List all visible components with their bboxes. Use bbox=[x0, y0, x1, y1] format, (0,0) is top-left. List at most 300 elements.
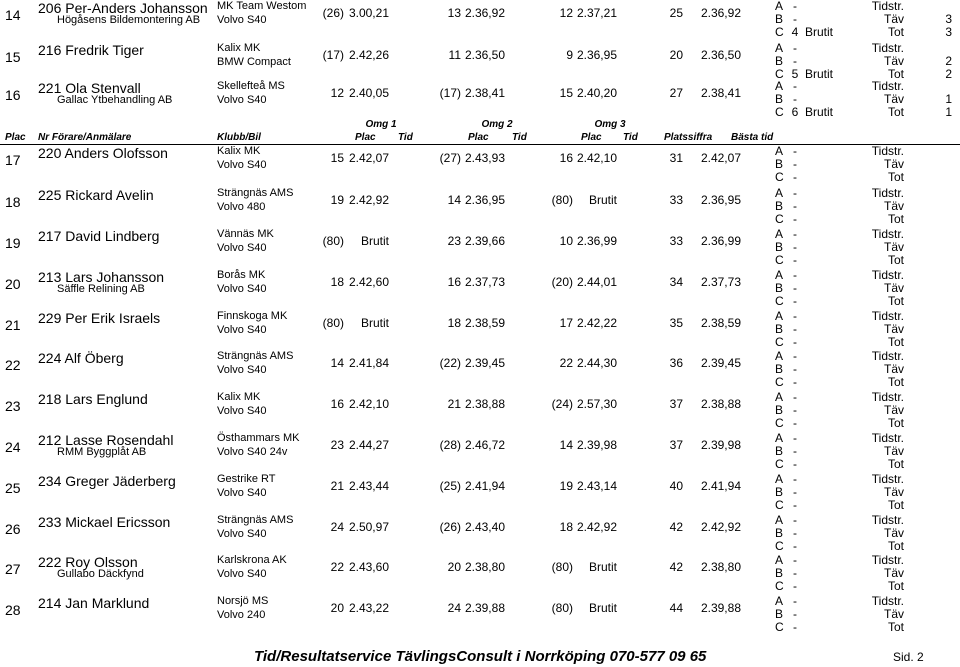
basta-tid: 2.36,95 bbox=[700, 193, 741, 207]
class-type: Täv bbox=[883, 92, 904, 106]
class-type: Tidstr. bbox=[871, 0, 904, 13]
omg3-plac: 9 bbox=[566, 48, 573, 62]
basta-tid: 2.38,59 bbox=[700, 316, 741, 330]
class-type: Tot bbox=[887, 579, 904, 593]
omg1-plac: (26) bbox=[322, 6, 344, 20]
basta-tid: 2.36,92 bbox=[700, 6, 741, 20]
club-name: Strängnäs AMS bbox=[217, 187, 294, 199]
class-plac: - bbox=[793, 212, 797, 226]
class-plac: - bbox=[793, 444, 797, 458]
driver-name: 221 Ola Stenvall bbox=[38, 80, 141, 96]
class-letter: B bbox=[775, 199, 784, 213]
omg2-plac: 24 bbox=[447, 601, 461, 615]
class-plac: - bbox=[793, 485, 797, 499]
class-plac: - bbox=[793, 594, 797, 608]
basta-tid: 2.39,88 bbox=[700, 601, 741, 615]
driver-name: 220 Anders Olofsson bbox=[38, 145, 168, 161]
omg3-tid: 2.44,30 bbox=[576, 356, 617, 370]
plac-number: 20 bbox=[5, 276, 21, 292]
class-letter: B bbox=[775, 281, 784, 295]
platssiffra: 42 bbox=[669, 560, 683, 574]
plac-number: 14 bbox=[5, 7, 21, 23]
omg2-plac: 23 bbox=[447, 234, 461, 248]
omg3-tid: 2.42,92 bbox=[576, 520, 617, 534]
class-plac: 4 bbox=[791, 25, 799, 39]
class-letter: A bbox=[775, 349, 784, 363]
class-type: Tidstr. bbox=[871, 41, 904, 55]
omg2-plac: 11 bbox=[448, 48, 461, 62]
class-type: Tidstr. bbox=[871, 513, 904, 527]
omg2-tid: 2.39,88 bbox=[464, 601, 505, 615]
car-name: Volvo S40 bbox=[217, 364, 267, 376]
omg2-plac: (25) bbox=[439, 479, 461, 493]
car-name: Volvo S40 bbox=[217, 159, 267, 171]
class-type: Tidstr. bbox=[871, 79, 904, 93]
omg3-plac: (80) bbox=[551, 560, 573, 574]
basta-tid: 2.36,99 bbox=[700, 234, 741, 248]
omg3-tid: Brutit bbox=[588, 560, 617, 574]
basta-tid: 2.42,92 bbox=[700, 520, 741, 534]
omg3-plac: (80) bbox=[551, 601, 573, 615]
omg3-plac: (24) bbox=[551, 397, 573, 411]
class-letter: C bbox=[775, 335, 784, 349]
omg3-plac: 14 bbox=[559, 438, 573, 452]
class-plac: - bbox=[793, 566, 797, 580]
car-name: Volvo S40 bbox=[217, 283, 267, 295]
omg1-plac: (80) bbox=[322, 234, 344, 248]
class-type: Tidstr. bbox=[871, 431, 904, 445]
omg3-tid: 2.36,95 bbox=[576, 48, 617, 62]
car-name: Volvo S40 bbox=[217, 14, 267, 26]
club-name: Vännäs MK bbox=[217, 228, 274, 240]
club-name: Finnskoga MK bbox=[217, 310, 288, 322]
omg1-plac: (17) bbox=[322, 48, 344, 62]
plac-number: 28 bbox=[5, 602, 21, 618]
omg2-tid: 2.43,40 bbox=[464, 520, 505, 534]
class-plac: - bbox=[793, 79, 797, 93]
car-name: Volvo 240 bbox=[217, 609, 266, 621]
platssiffra: 36 bbox=[669, 356, 683, 370]
driver-name: 225 Rickard Avelin bbox=[38, 187, 154, 203]
class-letter: B bbox=[775, 12, 784, 26]
omg1-tid: 2.43,22 bbox=[348, 601, 389, 615]
class-letter: B bbox=[775, 157, 784, 171]
class-type: Täv bbox=[883, 12, 904, 26]
class-letter: B bbox=[775, 92, 784, 106]
omg1-tid: 2.42,07 bbox=[348, 151, 389, 165]
class-letter: B bbox=[775, 607, 784, 621]
class-letter: A bbox=[775, 309, 784, 323]
omg2-tid: 2.36,95 bbox=[464, 193, 505, 207]
club-name: MK Team Westom bbox=[217, 0, 307, 12]
class-letter: C bbox=[775, 253, 784, 267]
header-tid3: Tid bbox=[623, 132, 638, 143]
basta-tid: 2.38,41 bbox=[700, 86, 741, 100]
class-type: Täv bbox=[883, 566, 904, 580]
omg1-plac: 14 bbox=[330, 356, 344, 370]
class-letter: C bbox=[775, 67, 784, 81]
class-plac: - bbox=[793, 41, 797, 55]
class-plac: - bbox=[793, 268, 797, 282]
omg2-tid: 2.46,72 bbox=[464, 438, 505, 452]
car-name: Volvo S40 bbox=[217, 94, 267, 106]
class-type: Täv bbox=[883, 403, 904, 417]
omg3-tid: Brutit bbox=[588, 193, 617, 207]
header-omg1: Omg 1 bbox=[365, 119, 397, 130]
class-type: Tidstr. bbox=[871, 390, 904, 404]
class-type: Tidstr. bbox=[871, 472, 904, 486]
class-plac: - bbox=[793, 309, 797, 323]
class-letter: C bbox=[775, 539, 784, 553]
header-omg2: Omg 2 bbox=[481, 119, 513, 130]
omg1-plac: 16 bbox=[330, 397, 344, 411]
omg2-tid: 2.38,59 bbox=[464, 316, 505, 330]
class-plac: - bbox=[793, 12, 797, 26]
basta-tid: 2.39,45 bbox=[700, 356, 741, 370]
class-plac: - bbox=[793, 607, 797, 621]
class-letter: A bbox=[775, 594, 784, 608]
club-name: Kalix MK bbox=[217, 391, 261, 403]
class-letter: B bbox=[775, 566, 784, 580]
header-basta: Bästa tid bbox=[731, 132, 774, 143]
class-plac: - bbox=[793, 54, 797, 68]
driver-name: 213 Lars Johansson bbox=[38, 269, 165, 285]
class-type: Tot bbox=[887, 253, 904, 267]
omg3-tid: 2.39,98 bbox=[576, 438, 617, 452]
omg3-tid: 2.42,10 bbox=[576, 151, 617, 165]
platssiffra: 37 bbox=[669, 438, 683, 452]
omg2-plac: 20 bbox=[447, 560, 461, 574]
omg1-plac: 20 bbox=[330, 601, 344, 615]
car-name: Volvo S40 24v bbox=[217, 446, 288, 458]
class-letter: A bbox=[775, 227, 784, 241]
class-plac: - bbox=[793, 349, 797, 363]
class-type: Täv bbox=[883, 526, 904, 540]
class-type: Täv bbox=[883, 240, 904, 254]
omg2-plac: 18 bbox=[447, 316, 461, 330]
header-platssiffra: Platssiffra bbox=[664, 132, 713, 143]
class-type: Tidstr. bbox=[871, 186, 904, 200]
basta-tid: 2.37,73 bbox=[700, 275, 741, 289]
class-type: Tidstr. bbox=[871, 268, 904, 282]
omg1-plac: 12 bbox=[330, 86, 344, 100]
driver-name: 224 Alf Öberg bbox=[38, 350, 124, 366]
platssiffra: 33 bbox=[669, 193, 683, 207]
club-name: Karlskrona AK bbox=[217, 554, 287, 566]
class-letter: C bbox=[775, 170, 784, 184]
driver-name: 212 Lasse Rosendahl bbox=[38, 432, 174, 448]
class-plac: - bbox=[793, 457, 797, 471]
class-type: Tidstr. bbox=[871, 553, 904, 567]
header-omg3: Omg 3 bbox=[594, 119, 626, 130]
omg3-plac: 18 bbox=[559, 520, 573, 534]
omg2-tid: 2.37,73 bbox=[464, 275, 505, 289]
omg3-plac: 19 bbox=[559, 479, 573, 493]
class-letter: C bbox=[775, 498, 784, 512]
class-plac: - bbox=[793, 186, 797, 200]
class-plac: - bbox=[793, 227, 797, 241]
omg1-tid: Brutit bbox=[360, 316, 389, 330]
class-plac: - bbox=[793, 335, 797, 349]
class-type: Täv bbox=[883, 54, 904, 68]
footer-page: Sid. 2 bbox=[893, 650, 924, 664]
omg3-plac: (20) bbox=[551, 275, 573, 289]
omg2-plac: 13 bbox=[447, 6, 461, 20]
header-plac: Plac bbox=[5, 132, 26, 143]
omg3-plac: 16 bbox=[559, 151, 573, 165]
class-type: Tidstr. bbox=[871, 594, 904, 608]
header-rule bbox=[0, 144, 960, 145]
class-type: Tot bbox=[887, 170, 904, 184]
class-type: Täv bbox=[883, 362, 904, 376]
class-plac: - bbox=[793, 526, 797, 540]
driver-name: 217 David Lindberg bbox=[38, 228, 160, 244]
omg1-plac: 21 bbox=[330, 479, 344, 493]
platssiffra: 42 bbox=[669, 520, 683, 534]
class-status: Brutit bbox=[805, 67, 834, 81]
class-type: Täv bbox=[883, 607, 904, 621]
entrant-name: Gullabo Däckfynd bbox=[57, 568, 144, 580]
omg1-tid: 2.41,84 bbox=[348, 356, 389, 370]
plac-number: 24 bbox=[5, 439, 21, 455]
class-points: 3 bbox=[945, 25, 952, 39]
omg3-tid: 2.37,21 bbox=[576, 6, 617, 20]
class-plac: - bbox=[793, 620, 797, 634]
class-type: Tot bbox=[887, 294, 904, 308]
entrant-name: RMM Byggplåt AB bbox=[57, 446, 147, 458]
plac-number: 25 bbox=[5, 480, 21, 496]
class-plac: - bbox=[793, 199, 797, 213]
class-type: Täv bbox=[883, 444, 904, 458]
class-type: Tidstr. bbox=[871, 309, 904, 323]
platssiffra: 40 bbox=[669, 479, 683, 493]
footer-text: Tid/Resultatservice TävlingsConsult i Norrköping 070-577 09 65 bbox=[254, 648, 707, 665]
class-letter: A bbox=[775, 553, 784, 567]
class-plac: - bbox=[793, 416, 797, 430]
class-plac: - bbox=[793, 431, 797, 445]
omg3-tid: 2.42,22 bbox=[576, 316, 617, 330]
club-name: Borås MK bbox=[217, 269, 266, 281]
class-plac: - bbox=[793, 539, 797, 553]
entrant-name: Högåsens Bildemontering AB bbox=[57, 14, 201, 26]
class-plac: - bbox=[793, 144, 797, 158]
class-letter: B bbox=[775, 526, 784, 540]
plac-number: 21 bbox=[5, 317, 21, 333]
class-type: Täv bbox=[883, 199, 904, 213]
class-type: Tot bbox=[887, 539, 904, 553]
entrant-name: Säffle Relining AB bbox=[57, 283, 145, 295]
class-letter: B bbox=[775, 444, 784, 458]
omg3-plac: 10 bbox=[559, 234, 573, 248]
plac-number: 18 bbox=[5, 194, 21, 210]
omg2-tid: 2.38,88 bbox=[464, 397, 505, 411]
car-name: Volvo S40 bbox=[217, 405, 267, 417]
plac-number: 16 bbox=[5, 87, 21, 103]
omg1-tid: 3.00,21 bbox=[348, 6, 389, 20]
class-plac: - bbox=[793, 472, 797, 486]
club-name: Strängnäs AMS bbox=[217, 350, 294, 362]
class-plac: - bbox=[793, 375, 797, 389]
omg3-plac: 12 bbox=[559, 6, 573, 20]
class-letter: C bbox=[775, 416, 784, 430]
basta-tid: 2.42,07 bbox=[700, 151, 741, 165]
basta-tid: 2.39,98 bbox=[700, 438, 741, 452]
class-letter: C bbox=[775, 579, 784, 593]
omg2-tid: 2.43,93 bbox=[464, 151, 505, 165]
omg1-plac: 22 bbox=[330, 560, 344, 574]
class-points: 3 bbox=[945, 12, 952, 26]
platssiffra: 25 bbox=[669, 6, 683, 20]
class-plac: - bbox=[793, 498, 797, 512]
class-letter: A bbox=[775, 0, 784, 13]
class-letter: A bbox=[775, 431, 784, 445]
omg3-plac: 17 bbox=[559, 316, 573, 330]
class-letter: B bbox=[775, 485, 784, 499]
omg1-plac: 15 bbox=[330, 151, 344, 165]
driver-name: 218 Lars Englund bbox=[38, 391, 148, 407]
driver-name: 216 Fredrik Tiger bbox=[38, 42, 144, 58]
platssiffra: 37 bbox=[669, 397, 683, 411]
omg2-plac: 16 bbox=[447, 275, 461, 289]
plac-number: 15 bbox=[5, 49, 21, 65]
car-name: BMW Compact bbox=[217, 56, 291, 68]
car-name: Volvo S40 bbox=[217, 487, 267, 499]
class-letter: A bbox=[775, 144, 784, 158]
class-plac: - bbox=[793, 0, 797, 13]
class-letter: A bbox=[775, 513, 784, 527]
class-plac: - bbox=[793, 281, 797, 295]
plac-number: 27 bbox=[5, 561, 21, 577]
class-letter: B bbox=[775, 240, 784, 254]
car-name: Volvo S40 bbox=[217, 242, 267, 254]
class-plac: 6 bbox=[791, 105, 799, 119]
plac-number: 23 bbox=[5, 398, 21, 414]
platssiffra: 27 bbox=[669, 86, 683, 100]
car-name: Volvo 480 bbox=[217, 201, 266, 213]
omg1-tid: 2.42,10 bbox=[348, 397, 389, 411]
plac-number: 17 bbox=[5, 152, 21, 168]
class-type: Tot bbox=[887, 620, 904, 634]
basta-tid: 2.38,80 bbox=[700, 560, 741, 574]
class-status: Brutit bbox=[805, 105, 834, 119]
class-plac: - bbox=[793, 253, 797, 267]
omg3-plac: (80) bbox=[551, 193, 573, 207]
class-type: Tot bbox=[887, 457, 904, 471]
class-plac: - bbox=[793, 294, 797, 308]
class-plac: - bbox=[793, 240, 797, 254]
class-plac: - bbox=[793, 513, 797, 527]
club-name: Gestrike RT bbox=[217, 473, 276, 485]
omg1-tid: 2.43,44 bbox=[348, 479, 389, 493]
omg1-plac: 19 bbox=[330, 193, 344, 207]
platssiffra: 33 bbox=[669, 234, 683, 248]
omg2-tid: 2.36,92 bbox=[464, 6, 505, 20]
omg2-plac: (22) bbox=[439, 356, 461, 370]
car-name: Volvo S40 bbox=[217, 528, 267, 540]
omg2-plac: (27) bbox=[439, 151, 461, 165]
header-klubb: Klubb/Bil bbox=[217, 132, 261, 143]
club-name: Östhammars MK bbox=[217, 432, 300, 444]
class-type: Tot bbox=[887, 498, 904, 512]
omg2-tid: 2.38,80 bbox=[464, 560, 505, 574]
omg2-tid: 2.39,45 bbox=[464, 356, 505, 370]
omg3-plac: 15 bbox=[559, 86, 573, 100]
class-letter: C bbox=[775, 294, 784, 308]
class-status: Brutit bbox=[805, 25, 834, 39]
driver-name: 229 Per Erik Israels bbox=[38, 310, 161, 326]
basta-tid: 2.38,88 bbox=[700, 397, 741, 411]
omg1-tid: Brutit bbox=[360, 234, 389, 248]
class-type: Tidstr. bbox=[871, 227, 904, 241]
class-type: Täv bbox=[883, 157, 904, 171]
plac-number: 26 bbox=[5, 521, 21, 537]
class-type: Täv bbox=[883, 485, 904, 499]
header-tid2: Tid bbox=[512, 132, 527, 143]
omg2-plac: (26) bbox=[439, 520, 461, 534]
class-plac: 5 bbox=[791, 67, 799, 81]
omg1-tid: 2.44,27 bbox=[348, 438, 389, 452]
class-type: Tidstr. bbox=[871, 349, 904, 363]
header-nr-forare: Nr Förare/Anmälare bbox=[38, 132, 132, 143]
class-plac: - bbox=[793, 322, 797, 336]
class-type: Täv bbox=[883, 281, 904, 295]
omg3-tid: 2.44,01 bbox=[576, 275, 617, 289]
class-letter: B bbox=[775, 322, 784, 336]
omg2-tid: 2.38,41 bbox=[464, 86, 505, 100]
header-plac1: Plac bbox=[355, 132, 376, 143]
platssiffra: 31 bbox=[669, 151, 683, 165]
platssiffra: 34 bbox=[669, 275, 683, 289]
omg3-tid: 2.57,30 bbox=[576, 397, 617, 411]
driver-name: 214 Jan Marklund bbox=[38, 595, 150, 611]
omg2-tid: 2.41,94 bbox=[464, 479, 505, 493]
class-letter: B bbox=[775, 362, 784, 376]
omg1-tid: 2.50,97 bbox=[348, 520, 389, 534]
omg2-plac: 14 bbox=[447, 193, 461, 207]
class-letter: C bbox=[775, 375, 784, 389]
club-name: Kalix MK bbox=[217, 145, 261, 157]
class-points: 2 bbox=[945, 54, 952, 68]
driver-name: 233 Mickael Ericsson bbox=[38, 514, 171, 530]
class-type: Tot bbox=[887, 105, 904, 119]
omg2-tid: 2.36,50 bbox=[464, 48, 505, 62]
class-plac: - bbox=[793, 390, 797, 404]
club-name: Norsjö MS bbox=[217, 595, 269, 607]
class-letter: B bbox=[775, 403, 784, 417]
header-plac3: Plac bbox=[581, 132, 602, 143]
class-letter: A bbox=[775, 390, 784, 404]
class-points: 2 bbox=[945, 67, 952, 81]
omg1-tid: 2.40,05 bbox=[348, 86, 389, 100]
class-plac: - bbox=[793, 403, 797, 417]
omg3-tid: 2.43,14 bbox=[576, 479, 617, 493]
class-plac: - bbox=[793, 170, 797, 184]
basta-tid: 2.36,50 bbox=[700, 48, 741, 62]
omg3-tid: Brutit bbox=[588, 601, 617, 615]
class-type: Tot bbox=[887, 416, 904, 430]
class-plac: - bbox=[793, 362, 797, 376]
omg3-plac: 22 bbox=[559, 356, 573, 370]
club-name: Skellefteå MS bbox=[217, 80, 285, 92]
class-letter: A bbox=[775, 472, 784, 486]
plac-number: 19 bbox=[5, 235, 21, 251]
car-name: Volvo S40 bbox=[217, 324, 267, 336]
platssiffra: 44 bbox=[669, 601, 683, 615]
basta-tid: 2.41,94 bbox=[700, 479, 741, 493]
class-letter: A bbox=[775, 79, 784, 93]
omg3-tid: 2.36,99 bbox=[576, 234, 617, 248]
class-letter: C bbox=[775, 105, 784, 119]
